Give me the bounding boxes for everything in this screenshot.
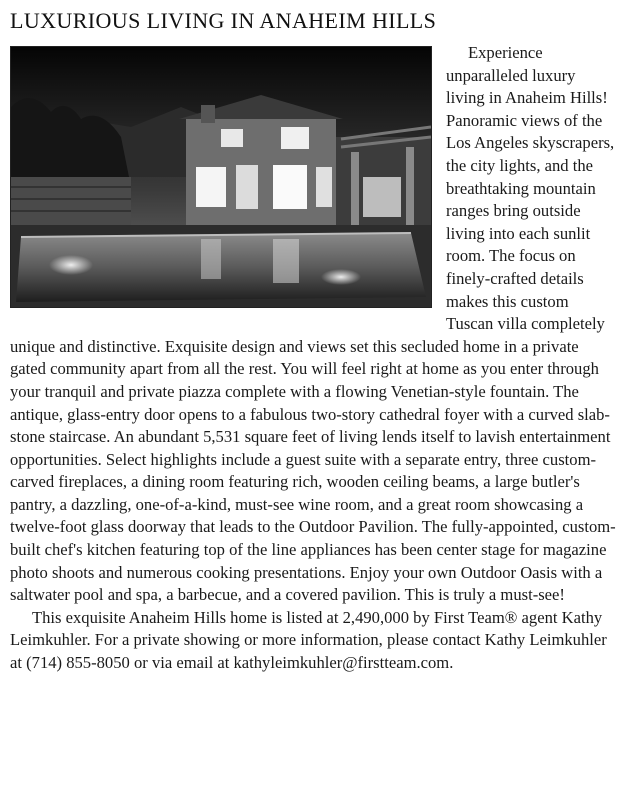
article: [10, 8, 616, 675]
house-with-pool-photo: [10, 46, 432, 308]
headline: LUXURIOUS LIVING IN ANAHEIM HILLS: [10, 8, 437, 33]
paragraph-description: Experience unparalleled luxury living in Anaheim Hills! Panoramic views of the Los Angeles skyscrapers, the city lights, and the breathtaking mountain ranges bring outside living into each sunlit room. The focus on finely-crafted details makes this custom Tuscan villa completely unique and distinctive. Exquisite design and views set this secluded home in a private gated community apart from all the rest. You will feel right at home as you enter through your tranquil and private piazza complete with a flowing Venetian-style fountain. The antique, glass-entry door opens to a fabulous two-story cathedral foyer with a curved slab-stone staircase. An abundant 5,531 square feet of living lends itself to lavish entertainment opportunities. Select highlights include a guest suite with a separate entry, three custom-carved fireplaces, a dining room featuring rich, wooden ceiling beams, a large butler's pantry, a dazzling, one-of-a-kind, must-see wine room, and a great room showcasing a twelve-foot glass doorway that leads to the Outdoor Pavilion. The fully-appointed, custom-built chef's kitchen featuring top of the line appliances has been center stage for magazine photo shoots and numerous cooking presentations. Enjoy your own Outdoor Oasis with a saltwater pool and spa, a barbecue, and a covered pavilion. This is truly a must-see!: [10, 43, 616, 605]
paragraph-listing-contact: This exquisite Anaheim Hills home is listed at 2,490,000 by First Team® agent Kathy Leimkuhler. For a private showing or more information, please contact Kathy Leimkuhler at (714) 855-8050 or via email at kathyleimkuhler@firstteam.com.: [10, 607, 607, 673]
